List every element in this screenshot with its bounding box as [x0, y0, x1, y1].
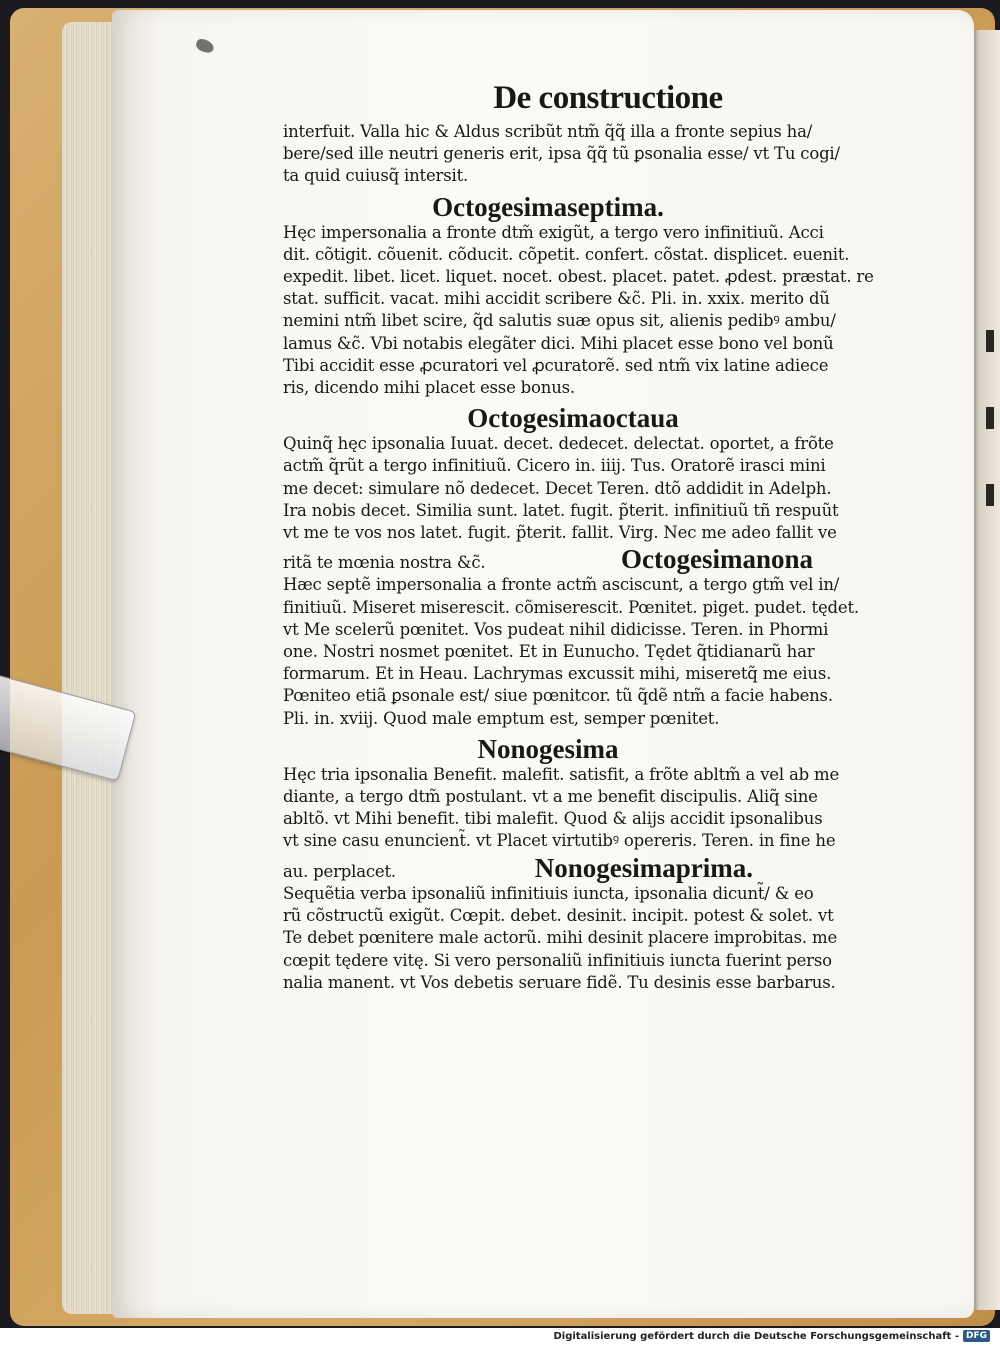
text-line: expedit. libet. licet. liquet. nocet. obest. placet. patet. ꝓdest. præstat. re — [283, 267, 874, 287]
text-line: cœpit tędere vitę. Si vero personaliũ infinitiuis iuncta fuerint perso — [283, 950, 832, 970]
section-89 — [283, 574, 903, 729]
section-heading-89: Octogesimanona — [621, 544, 813, 575]
text-line: actm̃ q̃rũt a tergo infinitiuũ. Cicero in. iiij. Tus. Oratorẽ irasci mini — [283, 456, 826, 476]
digitization-footer — [553, 1330, 990, 1342]
section-heading-88: Octogesimaoctaua — [467, 403, 679, 434]
page-header: De constructione — [493, 80, 723, 116]
text-line: ris, dicendo mihi placet esse bonus. — [283, 378, 575, 398]
text-line: ta quid cuiusq̃ intersit. — [283, 166, 469, 186]
text-line: vt Me scelerũ pœnitet. Vos pudeat nihil didicisse. Teren. in Phormi — [283, 619, 829, 639]
text-line: Tibi accidit esse ꝓcuratori vel ꝓcuratorẽ. sed ntm̃ vix latine adiece — [283, 355, 829, 375]
section-heading-87: Octogesimaseptima. — [432, 191, 664, 222]
section-88 — [283, 433, 903, 574]
text-line: interfuit. Valla hic & Aldus scribũt ntm̃ q̃q̃ illa a fronte sepius ha/ — [283, 122, 813, 141]
text-line: vt sine casu enuncient̃. vt Placet virtutibꝰ opereris. Teren. in fine he — [283, 831, 836, 851]
text-line: rũ cõstructũ exigũt. Cœpit. debet. desinit. incipit. potest & solet. vt — [283, 906, 834, 926]
section-intro — [283, 121, 903, 188]
section-heading-91: Nonogesimaprima. — [534, 852, 753, 883]
section-heading-90: Nonogesima — [477, 733, 619, 764]
facing-page-marks — [986, 330, 998, 590]
text-line: Hæc septẽ impersonalia a fronte actm̃ asciscunt, a tergo gtm̃ vel in/ — [283, 575, 840, 595]
line-with-heading — [283, 544, 903, 574]
text-line: Quinq̃ hęc ipsonalia Iuuat. decet. dedecet. delectat. oportet, a frõte — [283, 434, 834, 454]
text-line: abltõ. vt Mihi benefit. tibi malefit. Quod & alijs accidit ipsonalibus — [283, 809, 823, 829]
page-text — [283, 80, 903, 994]
dfg-logo: DFG — [963, 1330, 990, 1342]
text-line: formarum. Et in Heau. Lachrymas excussit mihi, miseretq̃ me eius. — [283, 664, 832, 684]
text-line: dit. cõtigit. cõuenit. cõducit. cõpetit. confert. cõstat. displicet. euenit. — [283, 244, 850, 264]
text-line: Ira nobis decet. Similia sunt. latet. fugit. p̃terit. infinitiuũ tñ respuũt — [283, 500, 839, 520]
text-line: nemini ntm̃ libet scire, q̃d salutis suæ opus sit, alienis pedibꝰ ambu/ — [283, 311, 836, 331]
text-line: nalia manent. vt Vos debetis seruare fidẽ. Tu desinis esse barbarus. — [283, 972, 836, 992]
text-line: Hęc impersonalia a fronte dtm̃ exigũt, a tergo vero infinitiuũ. Acci — [283, 222, 824, 242]
text-line: stat. sufficit. vacat. mihi accidit scribere &c̃. Pli. in. xxix. merito dũ — [283, 289, 830, 309]
section-87 — [283, 222, 903, 400]
text-line: Te debet pœnitere male actorũ. mihi desinit placere improbitas. me — [283, 928, 838, 948]
text-line: Pœniteo etiã ꝑsonale est/ siue pœnitcor. tũ q̃dẽ ntm̃ a facie habens. — [283, 686, 833, 706]
text-line: bere/sed ille neutri generis erit, ipsa q̃q̃ tũ ꝑsonalia esse/ vt Tu cogi/ — [283, 144, 840, 164]
section-90 — [283, 764, 903, 883]
text-line: lamus &c̃. Vbi notabis elegãter dici. Mihi placet esse bono vel bonũ — [283, 333, 834, 353]
text-line: finitiuũ. Miseret miserescit. cõmiserescit. Pœnitet. piget. pudet. tędet. — [283, 597, 859, 617]
footer-text: Digitalisierung gefördert durch die Deutsche Forschungsgemeinschaft - — [553, 1330, 959, 1342]
text-line: one. Nostri nosmet pœnitet. Et in Eunucho. Tędet q̃tidianarũ har — [283, 642, 815, 662]
text-line: Pli. in. xviij. Quod male emptum est, semper pœnitet. — [283, 708, 720, 728]
text-line: me decet: simulare nõ dedecet. Decet Teren. dtõ addidit in Adelph. — [283, 478, 832, 498]
text-line: vt me te vos nos latet. fugit. p̃terit. fallit. Virg. Nec me adeo fallit ve — [283, 523, 837, 543]
line-with-heading — [283, 853, 903, 883]
text-line: diante, a tergo dtm̃ postulant. vt a me benefit discipulis. Aliq̃ sine — [283, 787, 818, 807]
text-line: ritã te mœnia nostra &c̃. — [283, 553, 486, 573]
text-line: Sequẽtia verba ipsonaliũ infinitiuis iuncta, ipsonalia dicunt̃/ & eo — [283, 883, 814, 903]
text-line: au. perplacet. — [283, 861, 396, 881]
section-91 — [283, 883, 903, 994]
text-line: Hęc tria ipsonalia Benefit. malefit. satisfit, a frõte abltm̃ a vel ab me — [283, 764, 840, 784]
